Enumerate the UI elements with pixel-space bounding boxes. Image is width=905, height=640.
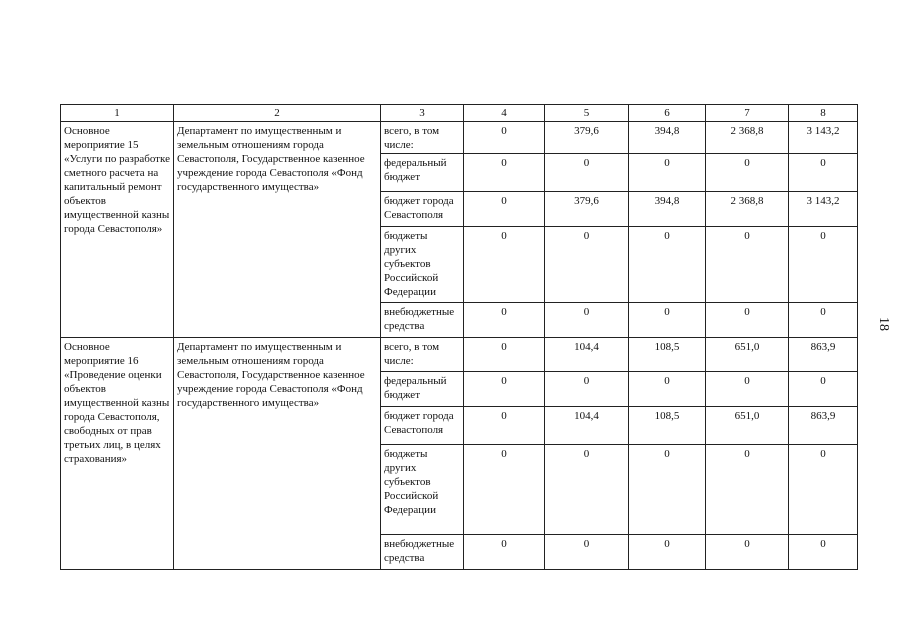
value-cell: 0 bbox=[545, 445, 629, 535]
value-cell: 379,6 bbox=[545, 122, 629, 154]
value-cell: 0 bbox=[789, 227, 858, 303]
header-cell: 8 bbox=[789, 105, 858, 122]
funding-source-cell: внебюджетные средства bbox=[381, 303, 464, 338]
value-cell: 0 bbox=[629, 535, 706, 570]
value-cell: 108,5 bbox=[629, 338, 706, 372]
value-cell: 0 bbox=[629, 445, 706, 535]
value-cell: 651,0 bbox=[706, 338, 789, 372]
header-cell: 2 bbox=[174, 105, 381, 122]
table-row bbox=[61, 338, 858, 372]
value-cell: 0 bbox=[629, 227, 706, 303]
value-cell: 3 143,2 bbox=[789, 192, 858, 227]
value-cell: 0 bbox=[464, 154, 545, 192]
value-cell: 0 bbox=[464, 227, 545, 303]
value-cell: 0 bbox=[629, 372, 706, 407]
funding-source-cell: федеральный бюджет bbox=[381, 372, 464, 407]
funding-source-cell: всего, в том числе: bbox=[381, 122, 464, 154]
value-cell: 0 bbox=[464, 372, 545, 407]
value-cell: 0 bbox=[629, 303, 706, 338]
value-cell: 0 bbox=[789, 154, 858, 192]
value-cell: 0 bbox=[464, 338, 545, 372]
executor-cell: Департамент по имущественным и земельным отношениям города Севастополя, Государственное казенное учреждение города Севастополя «Фонд государственного имущества» bbox=[174, 338, 381, 570]
value-cell: 0 bbox=[629, 154, 706, 192]
header-cell: 3 bbox=[381, 105, 464, 122]
funding-source-cell: федеральный бюджет bbox=[381, 154, 464, 192]
funding-source-cell: бюджет города Севастополя bbox=[381, 407, 464, 445]
funding-source-cell: бюджеты других субъектов Российской Федерации bbox=[381, 227, 464, 303]
funding-source-cell: всего, в том числе: bbox=[381, 338, 464, 372]
value-cell: 104,4 bbox=[545, 407, 629, 445]
executor-cell: Департамент по имущественным и земельным отношениям города Севастополя, Государственное казенное учреждение города Севастополя «Фонд государственного имущества» bbox=[174, 122, 381, 338]
budget-table bbox=[60, 104, 858, 570]
value-cell: 0 bbox=[706, 154, 789, 192]
value-cell: 0 bbox=[545, 154, 629, 192]
value-cell: 0 bbox=[706, 372, 789, 407]
header-row bbox=[61, 105, 858, 122]
value-cell: 0 bbox=[545, 303, 629, 338]
value-cell: 0 bbox=[464, 535, 545, 570]
table-row bbox=[61, 122, 858, 154]
value-cell: 2 368,8 bbox=[706, 122, 789, 154]
value-cell: 0 bbox=[706, 303, 789, 338]
value-cell: 651,0 bbox=[706, 407, 789, 445]
value-cell: 379,6 bbox=[545, 192, 629, 227]
value-cell: 0 bbox=[789, 535, 858, 570]
value-cell: 863,9 bbox=[789, 338, 858, 372]
value-cell: 0 bbox=[789, 445, 858, 535]
value-cell: 0 bbox=[545, 535, 629, 570]
header-cell: 4 bbox=[464, 105, 545, 122]
value-cell: 108,5 bbox=[629, 407, 706, 445]
activity-name-cell: Основное мероприятие 16 «Проведение оценки объектов имущественной казны города Севастополя, свободных от прав третьих лиц, в целях страхования» bbox=[61, 338, 174, 570]
value-cell: 0 bbox=[545, 227, 629, 303]
value-cell: 863,9 bbox=[789, 407, 858, 445]
funding-source-cell: внебюджетные средства bbox=[381, 535, 464, 570]
value-cell: 0 bbox=[464, 122, 545, 154]
funding-source-cell: бюджеты других субъектов Российской Федерации bbox=[381, 445, 464, 535]
value-cell: 3 143,2 bbox=[789, 122, 858, 154]
header-cell: 5 bbox=[545, 105, 629, 122]
funding-source-cell: бюджет города Севастополя bbox=[381, 192, 464, 227]
value-cell: 0 bbox=[464, 192, 545, 227]
value-cell: 0 bbox=[706, 445, 789, 535]
value-cell: 0 bbox=[464, 445, 545, 535]
header-cell: 1 bbox=[61, 105, 174, 122]
page-number: 18 bbox=[876, 317, 891, 331]
value-cell: 394,8 bbox=[629, 192, 706, 227]
value-cell: 0 bbox=[545, 372, 629, 407]
header-cell: 6 bbox=[629, 105, 706, 122]
value-cell: 0 bbox=[706, 535, 789, 570]
value-cell: 0 bbox=[789, 372, 858, 407]
value-cell: 394,8 bbox=[629, 122, 706, 154]
value-cell: 2 368,8 bbox=[706, 192, 789, 227]
activity-name-cell: Основное мероприятие 15 «Услуги по разработке сметного расчета на капитальный ремонт объектов имущественной казны города Севастополя» bbox=[61, 122, 174, 338]
header-cell: 7 bbox=[706, 105, 789, 122]
value-cell: 0 bbox=[464, 407, 545, 445]
value-cell: 0 bbox=[464, 303, 545, 338]
value-cell: 104,4 bbox=[545, 338, 629, 372]
value-cell: 0 bbox=[789, 303, 858, 338]
value-cell: 0 bbox=[706, 227, 789, 303]
